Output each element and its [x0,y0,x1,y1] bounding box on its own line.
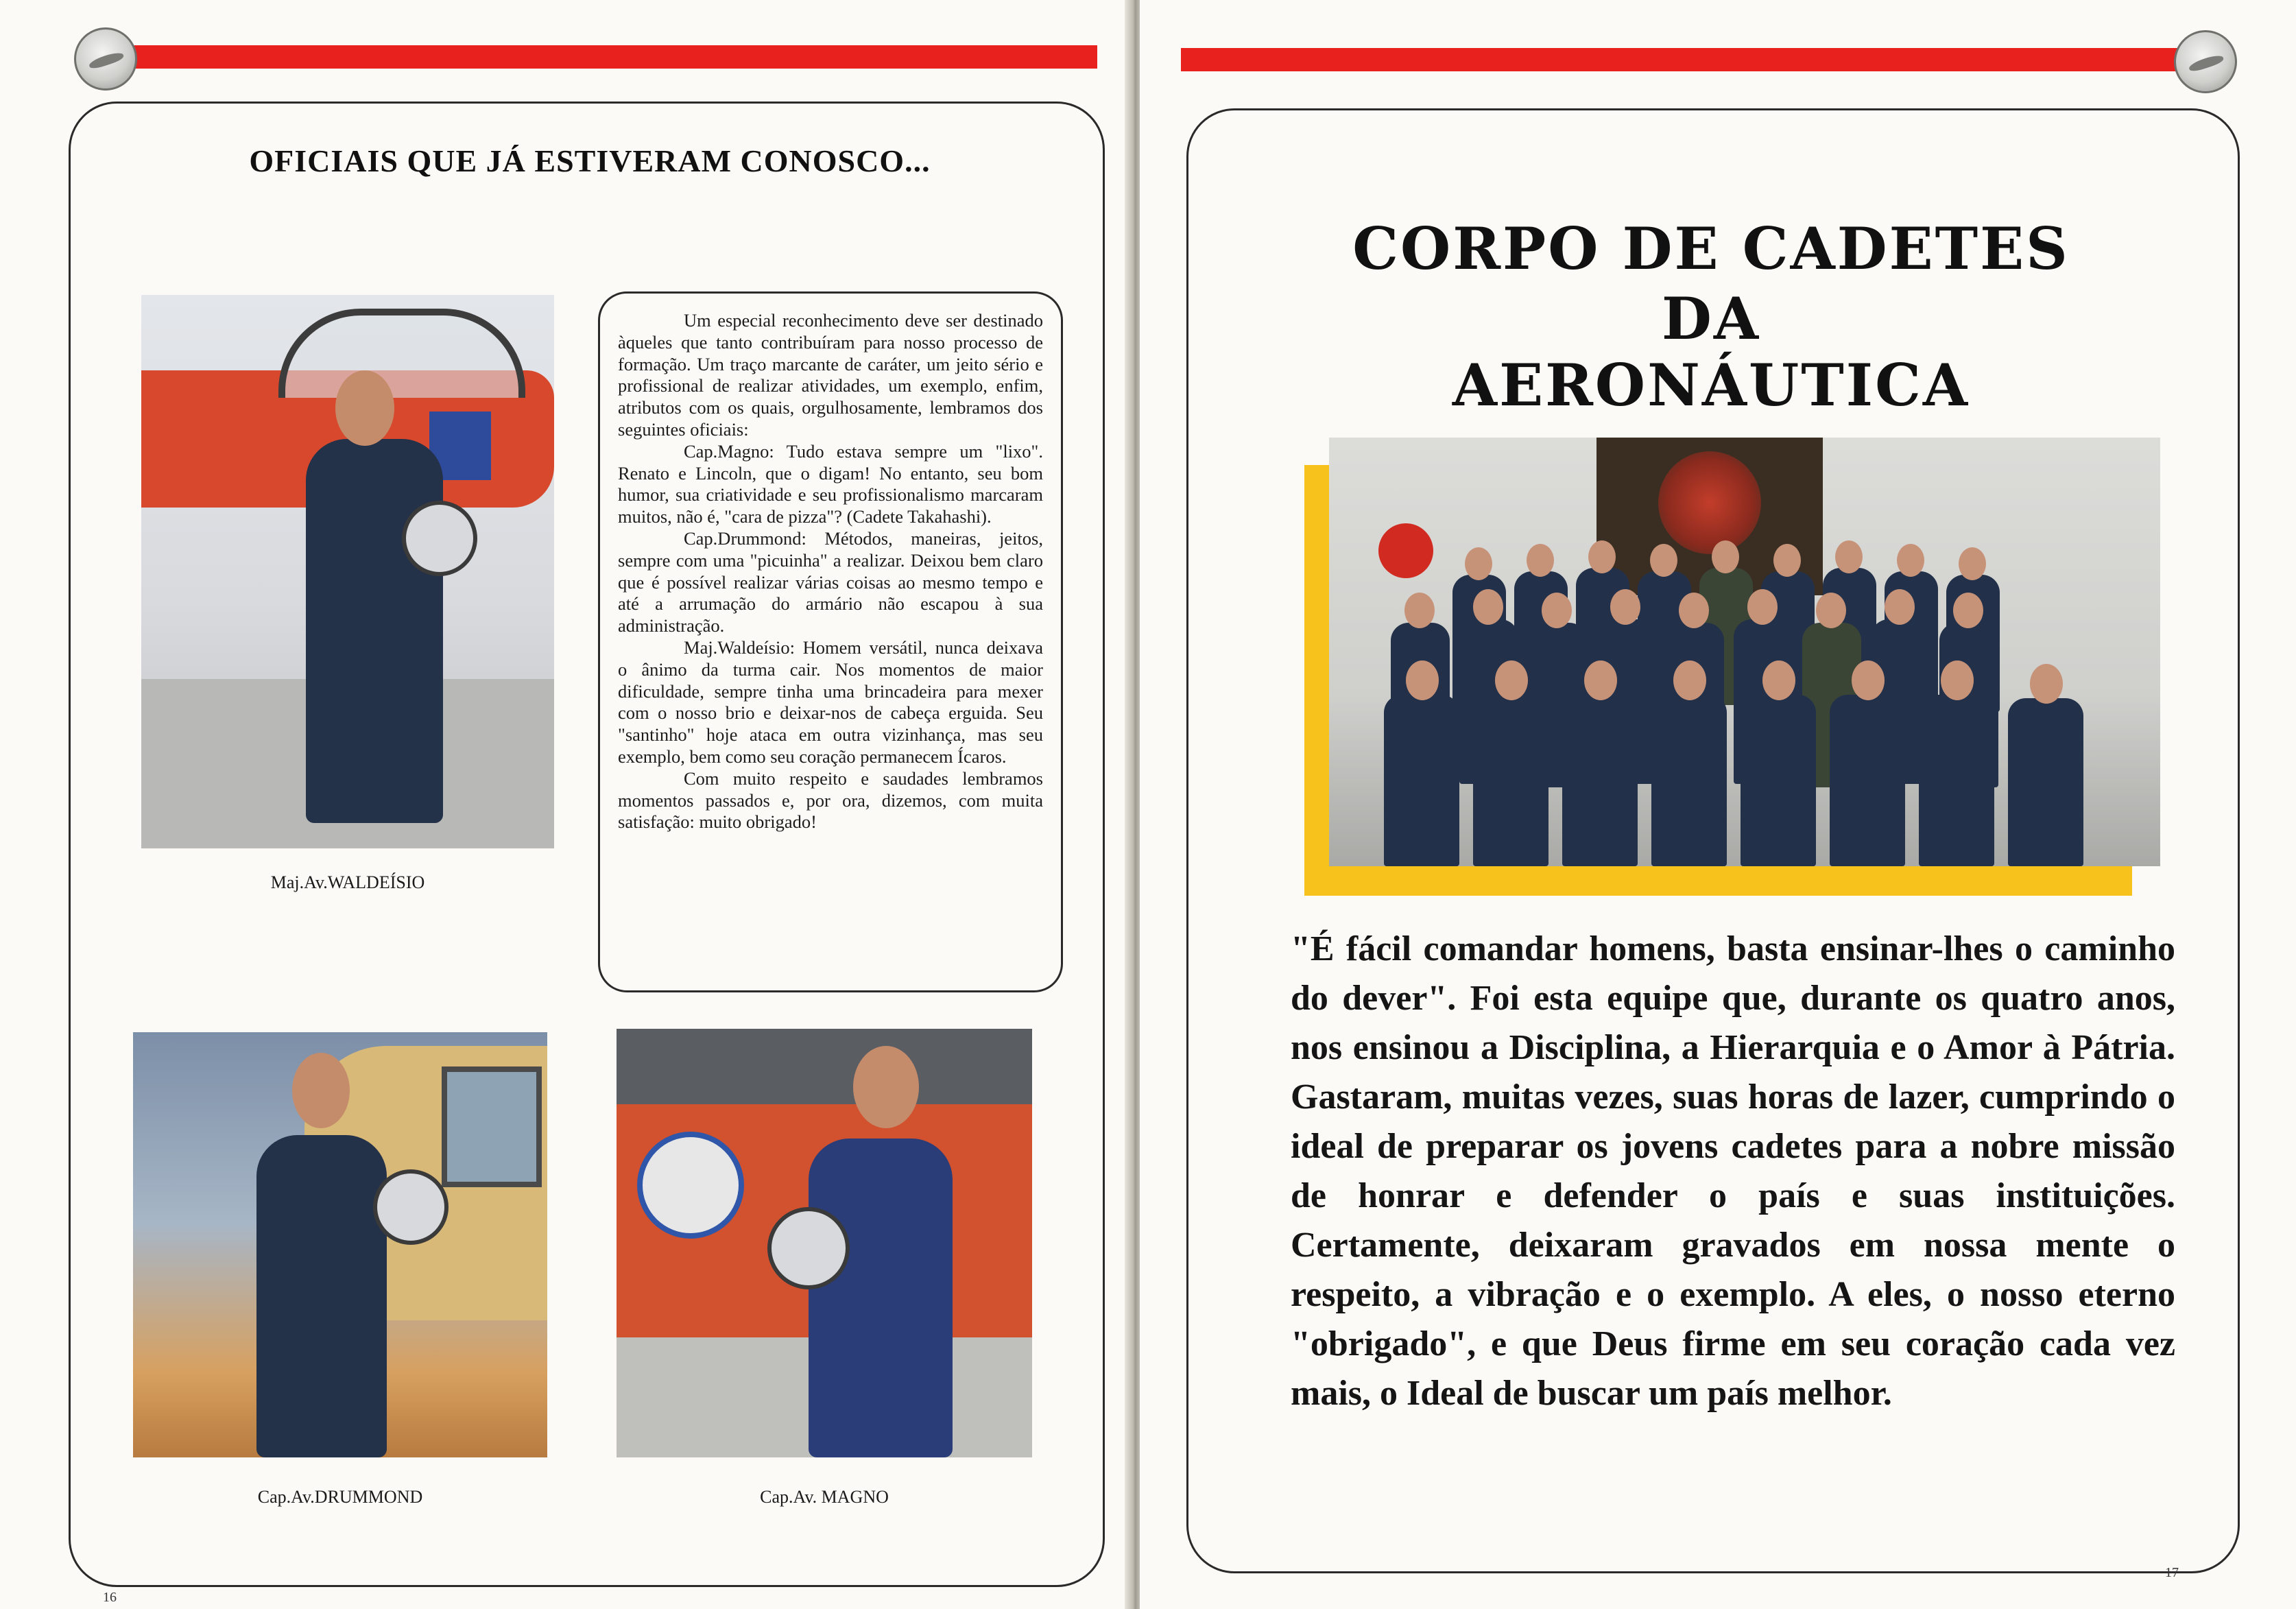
page-number: 16 [103,1590,117,1605]
left-page [0,0,1128,1609]
title-line-2: DA [1661,285,1761,353]
red-badge [1378,523,1433,578]
photo-caption: Cap.Av.DRUMMOND [257,1487,423,1507]
air-force-emblem-icon [2174,30,2237,93]
tribute-text-box [598,291,1063,992]
header-stripe [103,45,1097,69]
photo-magno [617,1029,1032,1457]
paragraph-waldeisio: Maj.Waldeísio: Homem versátil, nunca deixava o ânimo da turma cair. Nos momentos de maior dificuldade, sempre tinha uma brincadeira para mexer com o nosso brio e deixar-nos de cabeça erguida. Seu "santinho" hoje ataca em outra vizinhança, mas seu exemplo, bem como seu coração permanecem Ícaros. [618,636,1043,767]
tribute-quote: "É fácil comandar homens, basta ensinar-lhes o caminho do dever". Foi esta equipe que, durante os quatro anos, nos ensinou a Disciplina, a Hierarquia e o Amor à Pátria. Gastaram, muitas vezes, suas horas de lazer, cumprindo o ideal de preparar os jovens cadetes para a nobre missão de honrar e defender o país e suas instituições. Certamente, deixaram gravados em nossa mente o respeito, a vibração e o exemplo. A eles, o nosso eterno "obrigado", e que Deus firme em seu coração cada vez mais, o Ideal de buscar um país melhor. [1291,929,2175,1413]
photo-caption: Cap.Av. MAGNO [760,1487,889,1507]
photo-drummond [133,1032,547,1457]
paragraph-closing: Com muito respeito e saudades lembramos momentos passados e, por ora, dizemos, com muita satisfação: muito obrigado! [618,767,1043,833]
paragraph-magno: Cap.Magno: Tudo estava sempre um "lixo". Renato e Lincoln, que o digam! No entanto, seu bom humor, sua criatividade e seu profissionalismo marcaram muitos, não é, "cara de pizza"? (Cadete Takahashi). [618,440,1043,527]
accent-bar-vertical [1304,465,1332,896]
photo-caption: Maj.Av.WALDEÍSIO [270,872,425,892]
header-stripe [1181,48,2223,71]
air-force-emblem-icon [74,27,137,91]
paragraph-drummond: Cap.Drummond: Métodos, maneiras, jeitos, sempre com uma "picuinha" a realizar. Deixou bem claro que é possível realizar várias coisas ao mesmo tempo e até a arrumação do armário não escapou à sua administração. [618,527,1043,636]
page-number: 17 [2165,1565,2179,1580]
paragraph-intro: Um especial reconhecimento deve ser destinado àqueles que tanto contribuíram para nosso processo de formação. Um traço marcante de caráter, um jeito sério e profissional de realizar atividades, um exemplo, enfim, atributos com os quais, orgulhosamente, lembramos dos seguintes oficiais: [618,310,1043,440]
accent-bar-horizontal [1304,866,2132,896]
photo-waldeisio [141,295,554,848]
title-line-1: CORPO DE CADETES [1352,215,2070,283]
page-title: OFICIAIS QUE JÁ ESTIVERAM CONOSCO... [249,143,931,178]
title-line-3: AERONÁUTICA [1452,351,1970,419]
group-photo [1329,438,2160,866]
